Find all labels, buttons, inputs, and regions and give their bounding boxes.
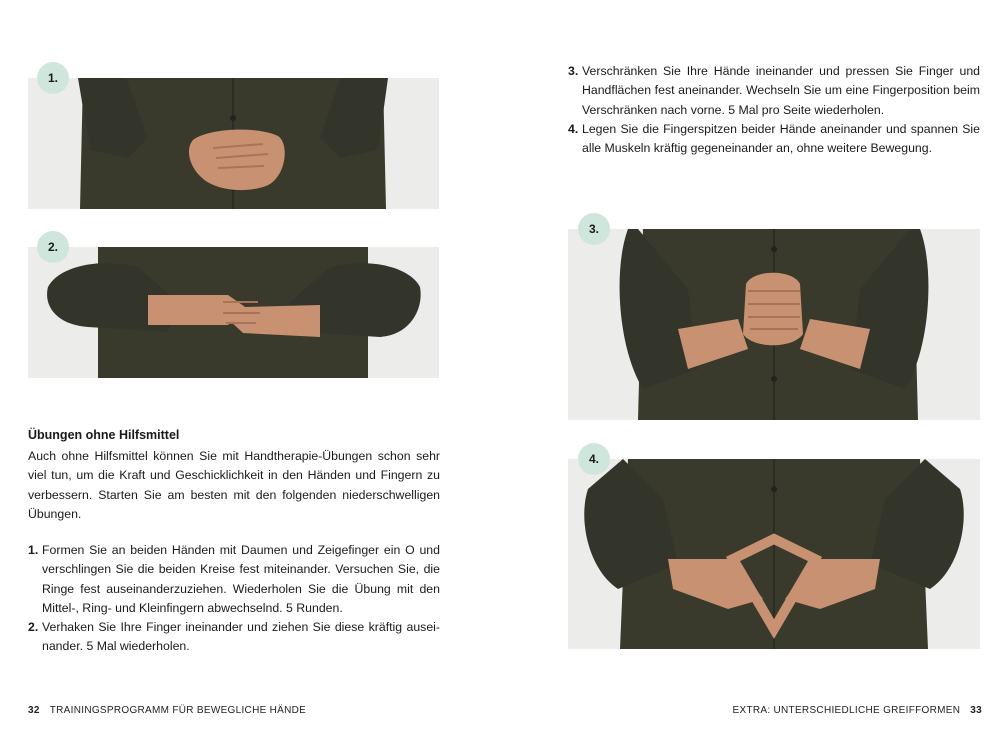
running-title: EXTRA: UNTERSCHIEDLICHE GREIFFORMEN [732, 705, 961, 716]
list-item [568, 120, 980, 159]
page-number: 32 [28, 705, 40, 716]
step-number: 3. [568, 64, 579, 78]
step-text: Verhaken Sie Ihre Finger ineinander und ziehen Sie diese kräftig auseinander. 5 Mal wiederholen. [42, 620, 440, 654]
photo-4-illustration [568, 459, 980, 649]
step-badge-1: 1. [37, 62, 69, 94]
list-item [28, 618, 440, 657]
list-item [28, 541, 440, 618]
section-title: Übungen ohne Hilfsmittel [28, 428, 180, 442]
footer-right [733, 705, 982, 716]
page-number: 33 [970, 705, 982, 716]
photo-3-illustration [568, 229, 980, 420]
step-number: 2. [28, 620, 39, 635]
step-text: Formen Sie an beiden Händen mit Daumen und Zeigefinger ein O und verschlingen Sie die beiden Kreise fest miteinander. Versuchen Sie, die Ringe fest auseinanderzuziehen. Wiederholen Sie die Übung mit den Mittel-, Ring- und Kleinfingern abwechselnd. 5 Runden. [42, 543, 440, 615]
exercise-list-left [28, 541, 440, 657]
photo-2-illustration [28, 247, 439, 378]
intro-paragraph: Auch ohne Hilfsmittel können Sie mit Handtherapie-Übungen schon sehr viel tun, um die Kraft und Geschicklichkeit in den Händen und Fingern zu verbessern. Starten Sie am besten mit den folgenden niederschwelligen Übungen. [28, 449, 440, 521]
step-text: Legen Sie die Fingerspitzen beider Hände aneinander und spannen Sie alle Muskeln kräftig gegeneinander an, ohne weitere Bewegung. [582, 121, 980, 156]
photo-1-illustration [28, 78, 439, 209]
step-number: 4. [568, 121, 579, 136]
running-title: TRAININGSPROGRAMM FÜR BEWEGLICHE HÄNDE [49, 705, 307, 716]
exercise-photo-1 [28, 78, 439, 209]
exercise-photo-4 [568, 459, 980, 649]
exercise-list-right [568, 62, 980, 158]
step-badge-2: 2. [37, 231, 69, 263]
step-badge-3: 3. [578, 213, 610, 245]
step-badge-4: 4. [578, 443, 610, 475]
footer-left [28, 705, 306, 716]
step-text: Verschränken Sie Ihre Hände ineinander und pressen Sie Finger und Handflächen fest aneinander. Wechseln Sie um eine Fingerposition beim Verschränken nach vorne. 5 Mal pro Seite wiederholen. [582, 64, 980, 117]
exercise-photo-2 [28, 247, 439, 378]
list-item [568, 62, 980, 120]
step-number: 1. [28, 543, 39, 557]
exercise-photo-3 [568, 229, 980, 420]
